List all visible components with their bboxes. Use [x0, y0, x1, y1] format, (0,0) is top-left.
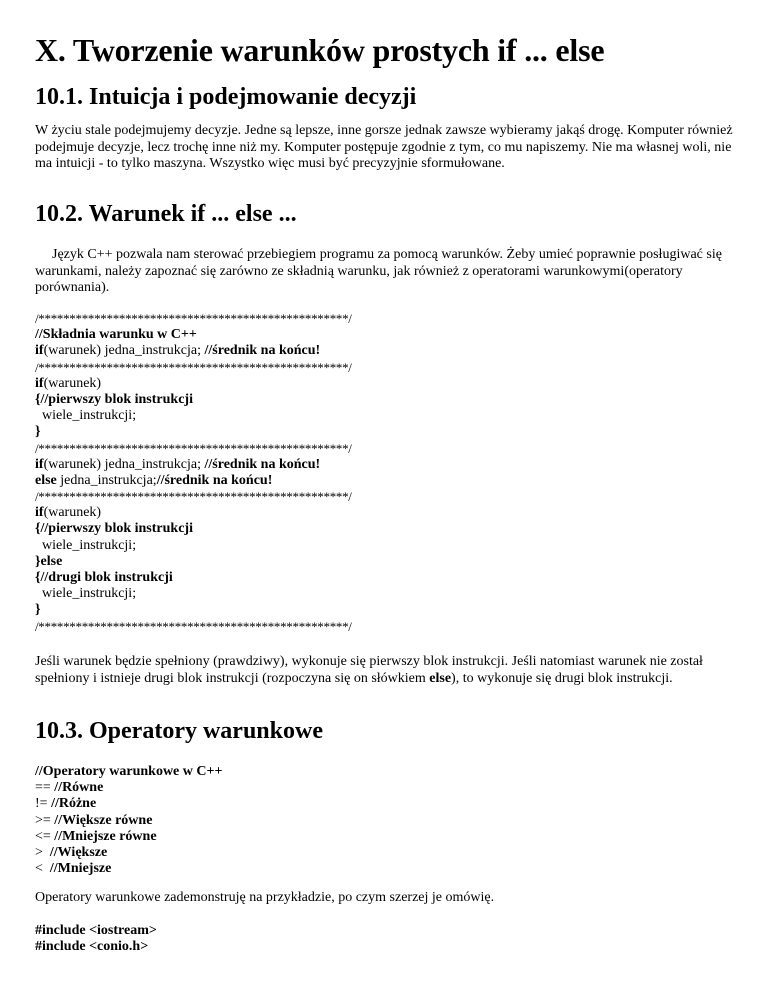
operator-line: [35, 780, 222, 796]
code-comment: //Składnia warunku w C++: [35, 327, 197, 343]
operator-line: [35, 829, 222, 845]
operator-comment: //Mniejsze równe: [54, 828, 157, 844]
operator-comment: //Większe równe: [54, 812, 153, 828]
operator-line: [35, 845, 222, 861]
code-line: [35, 764, 222, 780]
include-line: [35, 923, 157, 939]
code-text: (warunek): [43, 375, 102, 391]
code-text: (warunek): [43, 505, 102, 521]
operator-line: [35, 861, 222, 877]
code-brace: }: [35, 424, 41, 440]
demo-paragraph: Operatory warunkowe zademonstruję na przykładzie, po czym szerzej je omówię.: [35, 890, 495, 905]
syntax-code-block: [35, 311, 352, 635]
code-line: [35, 521, 352, 537]
code-line: [35, 473, 352, 489]
operator-comment: //Różne: [51, 796, 97, 812]
code-line: [35, 505, 352, 521]
operator-comment: //Mniejsze: [49, 861, 112, 877]
operator-symbol: <=: [35, 828, 55, 844]
operator-symbol: >: [35, 844, 50, 860]
code-line: wiele_instrukcji;: [35, 408, 137, 424]
code-keyword: if: [35, 375, 44, 391]
else-keyword: else: [429, 670, 452, 686]
code-keyword: if: [35, 343, 44, 359]
code-comment: //średnik na końcu!: [204, 343, 321, 359]
operator-line: [35, 813, 222, 829]
code-separator: /**************************************************/: [35, 618, 352, 634]
code-text: jedna_instrukcja;: [56, 472, 157, 488]
code-line: [35, 392, 352, 408]
code-separator: /**************************************************/: [35, 359, 352, 375]
section-heading-operatory: 10.3. Operatory warunkowe: [35, 718, 323, 744]
code-keyword: }else: [35, 553, 63, 569]
include-directive: #include <iostream>: [35, 923, 157, 938]
code-comment: {//pierwszy blok instrukcji: [35, 391, 193, 407]
code-keyword: if: [35, 505, 44, 521]
code-text: (warunek) jedna_instrukcja;: [43, 343, 205, 359]
intro-paragraph: W życiu stale podejmujemy decyzje. Jedne są lepsze, inne gorsze jednak zawsze wybieramy jakąś drogę. Komputer również podejmuje decyzje, lecz trochę inne niż my. Komputer postępuje zgodnie z tym, co mu napiszemy. Nie ma własnej woli, nie ma intuicji - to tylko maszyna. Wszystko więc musi być precyzyjnie sformułowane.: [35, 123, 733, 171]
code-line: [35, 424, 352, 440]
operator-line: [35, 796, 222, 812]
code-keyword: else: [35, 472, 57, 488]
code-brace: }: [35, 602, 41, 618]
operator-symbol: <: [35, 861, 50, 877]
code-keyword: if: [35, 456, 44, 472]
code-line: [35, 570, 352, 586]
include-line: [35, 939, 157, 955]
code-comment: //Operatory warunkowe w C++: [35, 764, 223, 779]
include-directive: #include <conio.h>: [35, 939, 149, 955]
code-line: [35, 554, 352, 570]
operators-code-block: [35, 764, 222, 877]
operator-symbol: !=: [35, 796, 52, 812]
code-comment: {//pierwszy blok instrukcji: [35, 521, 193, 537]
page-title: X. Tworzenie warunków prostych if ... else: [35, 32, 605, 68]
explanation-paragraph: [35, 654, 735, 687]
operator-symbol: ==: [35, 780, 55, 796]
section-heading-intuicja: 10.1. Intuicja i podejmowanie decyzji: [35, 84, 417, 110]
code-comment: //średnik na końcu!: [204, 456, 321, 472]
code-comment: {//drugi blok instrukcji: [35, 570, 173, 585]
code-line: [35, 602, 352, 618]
cpp-paragraph: [35, 247, 735, 297]
operator-comment: //Równe: [54, 780, 104, 796]
code-separator: /**************************************************/: [35, 311, 352, 326]
code-line: wiele_instrukcji;: [35, 537, 137, 553]
cpp-paragraph-text: Język C++ pozwala nam sterować przebiegiem programu za pomocą warunków. Żeby umieć poprawnie posługiwać się warunkami, należy zapoznać się zarówno ze składnią warunku, jak również z operatorami warunkowymi(operatory porównania).: [35, 247, 722, 295]
code-line: [35, 343, 352, 359]
code-line: [35, 457, 352, 473]
operator-symbol: >=: [35, 812, 55, 828]
code-line: [35, 376, 352, 392]
code-comment: //średnik na końcu!: [156, 472, 273, 488]
code-line: wiele_instrukcji;: [35, 586, 137, 602]
operator-comment: //Większe: [49, 844, 108, 860]
code-separator: /**************************************************/: [35, 440, 352, 456]
code-text: (warunek) jedna_instrukcja;: [43, 456, 205, 472]
code-line: [35, 327, 352, 343]
section-heading-warunek: 10.2. Warunek if ... else ...: [35, 201, 297, 227]
explanation-text: Jeśli warunek będzie spełniony (prawdziwy), wykonuje się pierwszy blok instrukcji. Jeśli natomiast warunek nie został spełniony i istnieje drugi blok instrukcji (rozpoczyna się on słówkiem: [35, 654, 703, 686]
include-code-block: [35, 923, 157, 955]
code-separator: /**************************************************/: [35, 489, 352, 505]
explanation-text-end: ), to wykonuje się drugi blok instrukcji.: [451, 670, 673, 686]
